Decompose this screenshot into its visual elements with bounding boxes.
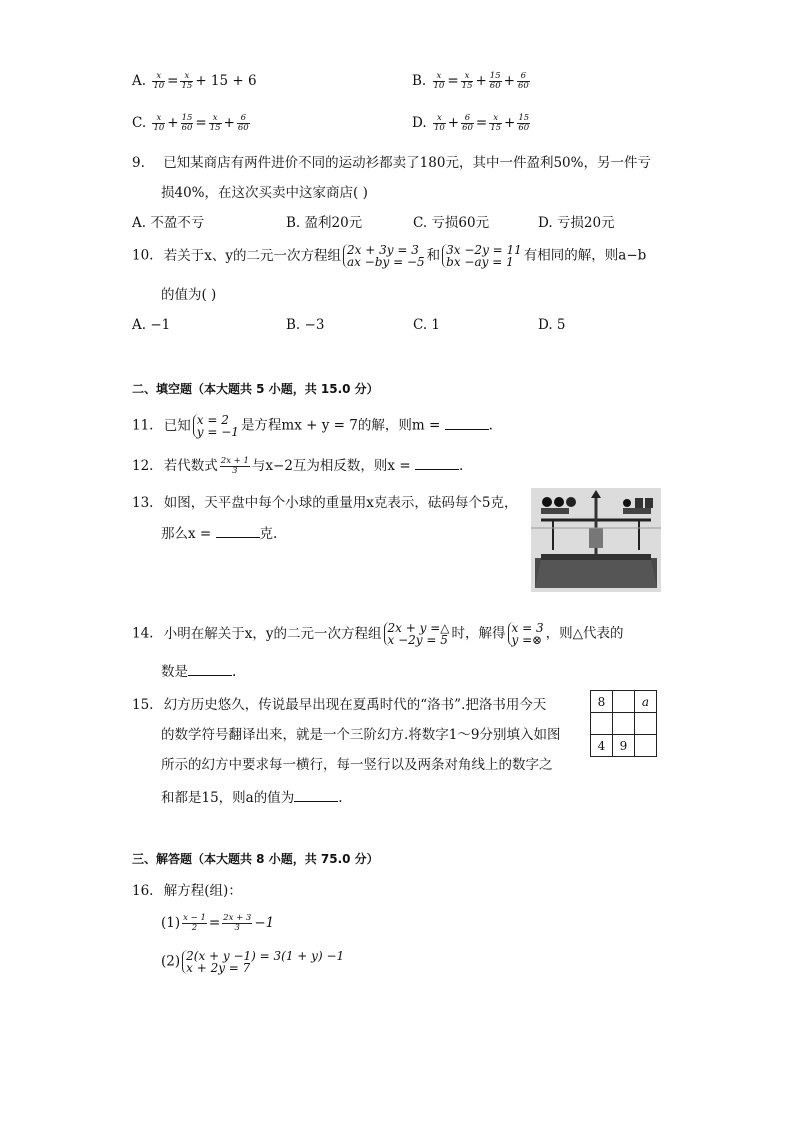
- q14-line2: 数是 .: [161, 664, 237, 680]
- q14-system: 2x + y =△ x −2y = 5: [384, 622, 450, 646]
- q9-option-a: A. 不盈不亏: [132, 215, 205, 231]
- q8-option-a: [132, 72, 257, 91]
- q15-line2: 的数学符号翻译出来，就是一个三阶幻方.将数字1～9分别填入如图: [161, 727, 561, 743]
- q10-system-2: 3x −2y = 11 bx −ay = 1: [442, 244, 522, 268]
- fraction: $\frac{x}{10}$: [153, 71, 165, 91]
- q8-option-c: [132, 114, 252, 133]
- balance-scale-photo: [531, 488, 661, 592]
- q10-mid: 和: [426, 247, 441, 264]
- fraction: $\frac{x}{15}$: [490, 113, 502, 133]
- magic-square-cell: 9: [613, 735, 635, 757]
- option-label: A.: [132, 73, 151, 89]
- math-operator: =: [447, 73, 459, 89]
- fraction: $\frac{15}{60}$: [518, 113, 530, 133]
- q11-post: 是方程mx + y = 7的解，则m =: [240, 417, 441, 434]
- fraction: $\frac{x}{15}$: [461, 71, 473, 91]
- q10-system-1: 2x + 3y = 3 ax −by = −5: [343, 244, 425, 268]
- question-number: 13.: [132, 495, 154, 511]
- magic-square-cell: [635, 713, 657, 735]
- q13-text: 如图，天平盘中每个小球的重量用x克表示，砝码每个5克，: [163, 495, 518, 511]
- q15-line3: 所示的幻方中要求每一横行，每一竖行以及两条对角线上的数字之: [161, 757, 553, 773]
- q8-option-d: [412, 114, 532, 133]
- fraction: $\frac{x}{10}$: [153, 113, 165, 133]
- q14-solution: x = 3 y =⊗: [508, 622, 544, 646]
- q15-text: 幻方历史悠久，传说最早出现在夏禹时代的“洛书”.把洛书用今天: [163, 697, 547, 713]
- q10-stem-line2: 的值为( ): [161, 287, 217, 303]
- q16-lhs-fraction: $\frac{x - 1}{2}$: [183, 913, 206, 933]
- fraction: $\frac{x}{10}$: [433, 113, 445, 133]
- answer-blank[interactable]: [188, 662, 232, 676]
- option-label: B.: [412, 73, 431, 89]
- q12-pre: 若代数式: [163, 458, 218, 474]
- q14-mid: 时，解得: [451, 625, 506, 642]
- option-label: C.: [132, 115, 151, 131]
- q10-post: 有相同的解，则a−b: [523, 247, 647, 264]
- answer-blank[interactable]: [294, 788, 338, 802]
- q11: 11. 已知 x = 2 y = −1 是方程mx + y = 7的解，则m = .: [132, 413, 493, 439]
- question-number: 9.: [132, 155, 145, 171]
- q10-option-d: D. 5: [538, 317, 566, 333]
- balance-scale-illustration: [531, 488, 661, 592]
- q15-line4: 和都是15，则a的值为 .: [161, 790, 343, 806]
- q9-option-d: D. 亏损20元: [538, 215, 615, 231]
- q16-part2: (2) 2(x + y −1) = 3(1 + y) −1 x + 2y = 7: [161, 949, 345, 975]
- section-heading-answer: 三、解答题（本大题共 8 小题，共 75.0 分）: [132, 852, 379, 866]
- magic-square-cell: [591, 713, 613, 735]
- math-operator: =: [475, 115, 488, 131]
- section-heading-fill-in: 二、填空题（本大题共 5 小题，共 15.0 分）: [132, 382, 379, 396]
- q10-stem-line1: [132, 244, 646, 268]
- math-operator: +: [167, 115, 179, 131]
- fraction: $\frac{15}{60}$: [489, 71, 501, 91]
- q14-pre: 小明在解关于x，y的二元一次方程组: [163, 625, 382, 642]
- fraction: $\frac{15}{60}$: [181, 113, 193, 133]
- magic-square-cell: 8: [591, 691, 613, 713]
- math-operator: + 15 + 6: [195, 73, 257, 89]
- fraction: $\frac{x}{10}$: [433, 71, 445, 91]
- q12-post: 与x−2互为相反数，则x =: [251, 458, 411, 474]
- q13-line2: 那么x = 克.: [161, 526, 278, 542]
- q9-text: 已知某商店有两件进价不同的运动衫都卖了180元，其中一件盈利50%，另一件亏: [163, 155, 651, 171]
- question-number: 15.: [132, 697, 154, 713]
- q10-option-c: C. 1: [413, 317, 441, 333]
- magic-square-cell: [635, 735, 657, 757]
- fraction: $\frac{x}{15}$: [181, 71, 193, 91]
- answer-blank[interactable]: [415, 456, 459, 470]
- q10-option-b: B. −3: [286, 317, 325, 333]
- q9-stem-line2: 损40%，在这次买卖中这家商店( ): [161, 185, 368, 201]
- fraction: $\frac{6}{60}$: [237, 113, 249, 133]
- q11-pre: 已知: [163, 417, 191, 434]
- question-number: 14.: [132, 625, 154, 642]
- math-operator: +: [475, 73, 487, 89]
- question-number: 12.: [132, 458, 154, 474]
- fraction: $\frac{6}{60}$: [462, 113, 473, 133]
- math-operator: +: [503, 73, 515, 89]
- fraction: $\frac{x}{15}$: [209, 113, 221, 133]
- magic-square-cell: [613, 713, 635, 735]
- math-operator: +: [504, 115, 516, 131]
- math-operator: +: [223, 115, 235, 131]
- q16-system: 2(x + y −1) = 3(1 + y) −1 x + 2y = 7: [182, 950, 344, 974]
- q9-stem-line1: [132, 154, 651, 172]
- q9-option-c: C. 亏损60元: [413, 215, 490, 231]
- answer-blank[interactable]: [445, 416, 489, 430]
- question-number: 16.: [132, 883, 154, 899]
- math-operator: +: [447, 115, 460, 131]
- answer-blank[interactable]: [216, 524, 260, 538]
- q10-option-a: A. −1: [132, 317, 171, 333]
- q13-line1: [132, 494, 517, 512]
- q14-line1: [132, 622, 623, 646]
- fraction: $\frac{6}{60}$: [517, 71, 529, 91]
- magic-square-cell: 4: [591, 735, 613, 757]
- q16-rhs-fraction: $\frac{2x + 3}{3}$: [223, 913, 252, 933]
- q15-line1: [132, 696, 546, 714]
- q12-fraction: $\frac{2x + 1}{3}$: [220, 456, 249, 476]
- q14-post: ，则△代表的: [545, 625, 624, 642]
- q8-option-b: [412, 72, 532, 91]
- q9-option-b: B. 盈利20元: [286, 215, 363, 231]
- option-label: D.: [412, 115, 431, 131]
- q16-text: 解方程(组)：: [163, 883, 242, 899]
- math-operator: =: [195, 115, 207, 131]
- magic-square: [590, 690, 657, 757]
- math-operator: =: [167, 73, 179, 89]
- magic-square-cell: a: [635, 691, 657, 713]
- question-number: 10.: [132, 247, 154, 264]
- magic-square-cell: [613, 691, 635, 713]
- q16-title: [132, 882, 242, 900]
- question-number: 11.: [132, 417, 154, 434]
- q12: 12. 若代数式 $\frac{2x + 1}{3}$ 与x−2互为相反数，则x = .: [132, 456, 464, 476]
- q11-system: x = 2 y = −1: [193, 414, 239, 438]
- q16-part1: (1) $\frac{x - 1}{2}$ = $\frac{2x + 3}{3}$ −1: [161, 913, 275, 933]
- q10-pre: 若关于x、y的二元一次方程组: [163, 247, 342, 264]
